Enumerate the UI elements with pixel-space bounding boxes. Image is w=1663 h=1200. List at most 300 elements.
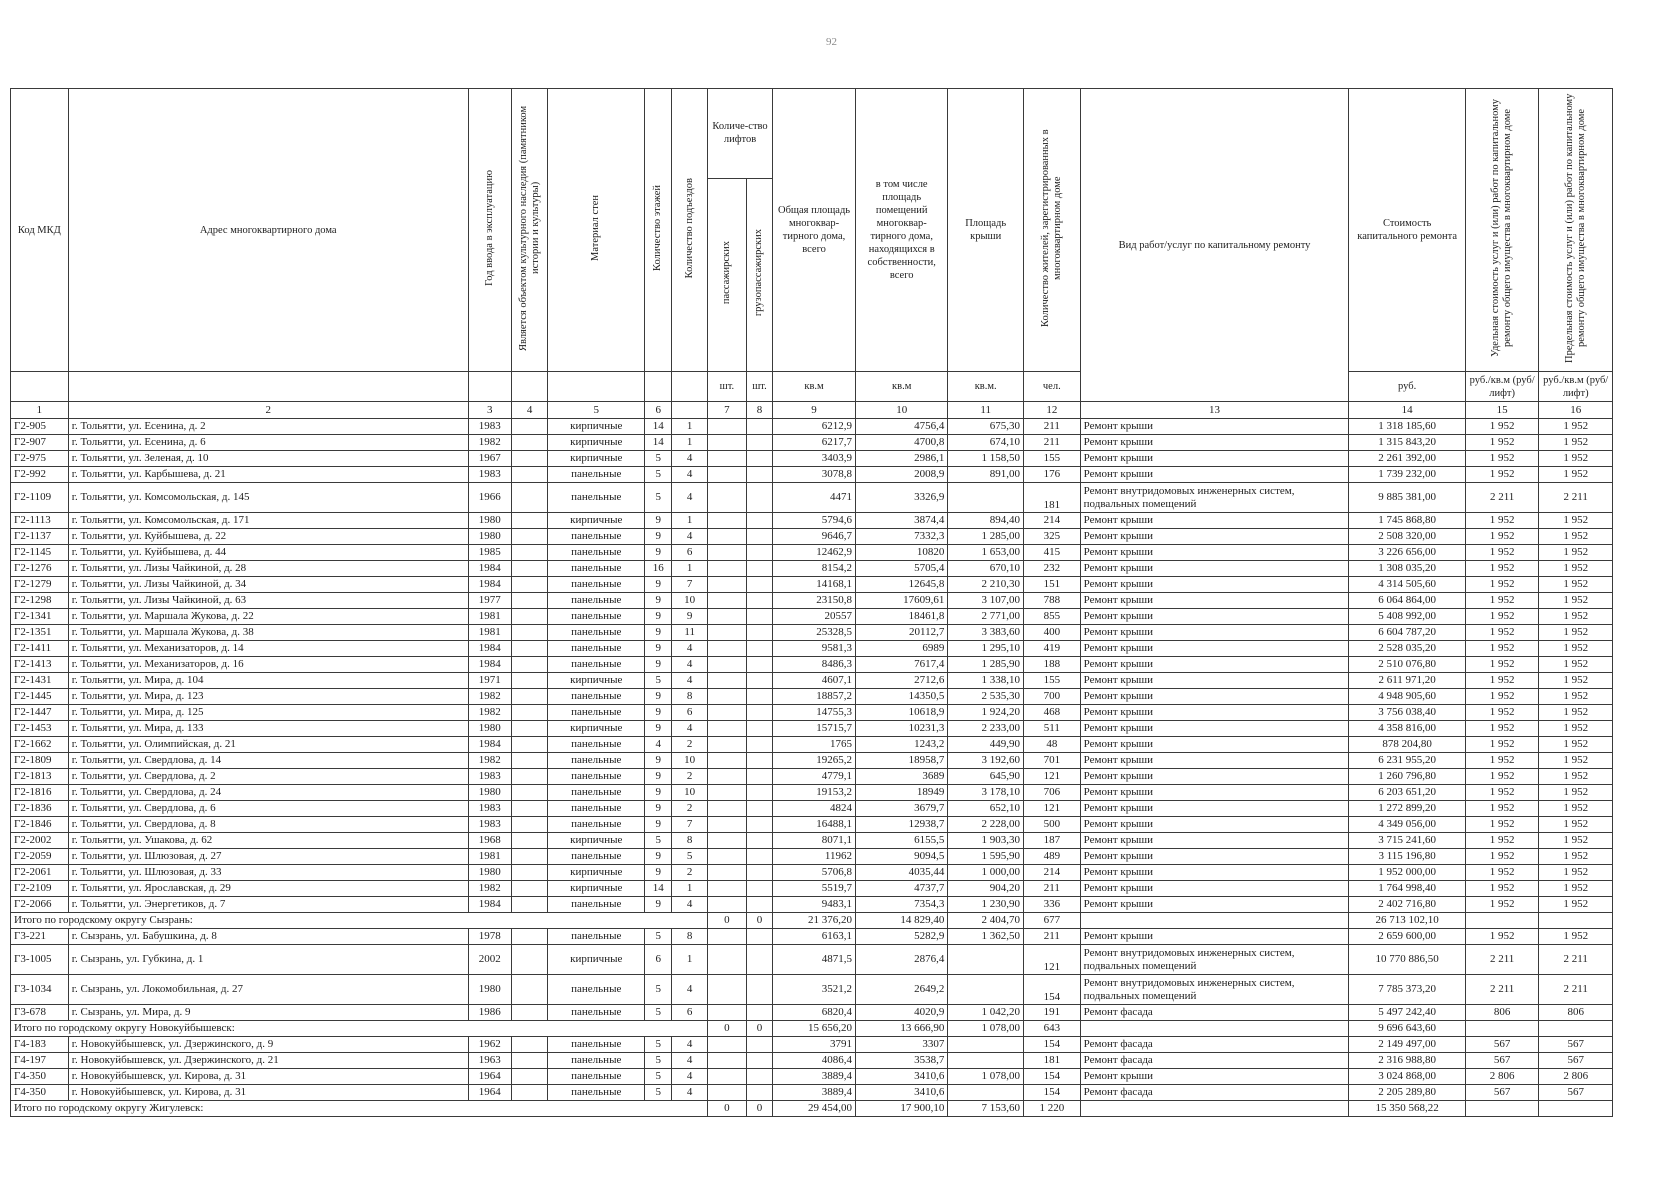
table-row [11, 451, 1613, 467]
cell-cost: 7 785 373,20 [1349, 975, 1466, 1005]
cell-address: г. Тольятти, ул. Есенина, д. 2 [68, 419, 468, 435]
cell-lifts-passenger [708, 721, 747, 737]
cell-work: Ремонт крыши [1080, 849, 1349, 865]
table-cell [1465, 1021, 1538, 1037]
cell-code: Г2-1816 [11, 785, 69, 801]
cell-year: 1982 [468, 753, 511, 769]
cell-floors: 9 [645, 689, 672, 705]
cell-area-total: 8071,1 [773, 833, 856, 849]
cell-address: г. Тольятти, ул. Мира, д. 104 [68, 673, 468, 689]
cell-area-owned: 7617,4 [856, 657, 948, 673]
cell-wall: панельные [548, 483, 645, 513]
header-heritage: Является объектом культурного наследия (памятником истории и культуры) [511, 89, 548, 372]
cell-residents: 151 [1023, 577, 1080, 593]
cell-lifts-cargo [746, 721, 772, 737]
cell-code: Г2-1145 [11, 545, 69, 561]
cell-code: Г2-1453 [11, 721, 69, 737]
table-row [11, 577, 1613, 593]
table-row [11, 483, 1613, 513]
table-row [11, 753, 1613, 769]
cell-area-owned: 4020,9 [856, 1005, 948, 1021]
cell-lifts-passenger [708, 817, 747, 833]
cell-cost: 3 715 241,60 [1349, 833, 1466, 849]
cell-heritage [511, 513, 548, 529]
cell-max-cost: 567 [1539, 1037, 1613, 1053]
cell-work: Ремонт крыши [1080, 833, 1349, 849]
cell-cost: 4 358 816,00 [1349, 721, 1466, 737]
cell-unit-cost: 1 952 [1465, 609, 1538, 625]
cell-code: Г2-1109 [11, 483, 69, 513]
cell-max-cost: 1 952 [1539, 833, 1613, 849]
cell-year: 1964 [468, 1085, 511, 1101]
cell-heritage [511, 609, 548, 625]
cell-floors: 5 [645, 1069, 672, 1085]
cell-unit-cost: 2 211 [1465, 945, 1538, 975]
cell-lifts-cargo [746, 929, 772, 945]
subtotal-lifts-cargo: 0 [746, 913, 772, 929]
column-number: 2 [68, 402, 468, 419]
cell-work: Ремонт крыши [1080, 545, 1349, 561]
cell-lifts-cargo [746, 737, 772, 753]
cell-cost: 2 402 716,80 [1349, 897, 1466, 913]
table-row [11, 467, 1613, 483]
cell-residents: 415 [1023, 545, 1080, 561]
cell-cost: 2 261 392,00 [1349, 451, 1466, 467]
cell-unit-cost: 1 952 [1465, 689, 1538, 705]
cell-area-total: 12462,9 [773, 545, 856, 561]
cell-work: Ремонт крыши [1080, 721, 1349, 737]
cell-area-owned: 2712,6 [856, 673, 948, 689]
cell-year: 1983 [468, 419, 511, 435]
cell-floors: 6 [645, 945, 672, 975]
cell-roof [948, 975, 1024, 1005]
cell-max-cost: 1 952 [1539, 561, 1613, 577]
cell-address: г. Сызрань, ул. Мира, д. 9 [68, 1005, 468, 1021]
cell-code: Г2-1341 [11, 609, 69, 625]
cell-work: Ремонт фасада [1080, 1053, 1349, 1069]
cell-max-cost: 1 952 [1539, 801, 1613, 817]
cell-work: Ремонт фасада [1080, 1005, 1349, 1021]
cell-lifts-cargo [746, 561, 772, 577]
cell-work: Ремонт фасада [1080, 1085, 1349, 1101]
cell-unit-cost: 1 952 [1465, 769, 1538, 785]
cell-unit-cost: 567 [1465, 1037, 1538, 1053]
cell-residents: 188 [1023, 657, 1080, 673]
cell-roof [948, 1037, 1024, 1053]
cell-year: 1985 [468, 545, 511, 561]
cell-year: 1981 [468, 625, 511, 641]
table-header [11, 89, 1613, 402]
cell-code: Г2-2059 [11, 849, 69, 865]
cell-cost: 10 770 886,50 [1349, 945, 1466, 975]
cell-max-cost: 1 952 [1539, 705, 1613, 721]
cell-max-cost: 567 [1539, 1053, 1613, 1069]
cell-wall: панельные [548, 897, 645, 913]
cell-floors: 9 [645, 753, 672, 769]
cell-work: Ремонт крыши [1080, 609, 1349, 625]
cell-lifts-cargo [746, 865, 772, 881]
cell-area-total: 18857,2 [773, 689, 856, 705]
cell-wall: панельные [548, 801, 645, 817]
cell-lifts-cargo [746, 529, 772, 545]
header-code: Код МКД [11, 89, 69, 372]
cell-area-total: 3521,2 [773, 975, 856, 1005]
cell-entrances: 7 [672, 577, 708, 593]
cell-cost: 6 231 955,20 [1349, 753, 1466, 769]
table-cell [1080, 913, 1349, 929]
cell-code: Г2-1445 [11, 689, 69, 705]
cell-lifts-cargo [746, 483, 772, 513]
cell-year: 1983 [468, 801, 511, 817]
subtotal-roof: 1 078,00 [948, 1021, 1024, 1037]
cell-cost: 6 203 651,20 [1349, 785, 1466, 801]
cell-unit-cost: 1 952 [1465, 467, 1538, 483]
cell-roof: 675,30 [948, 419, 1024, 435]
cell-heritage [511, 769, 548, 785]
cell-unit-cost: 1 952 [1465, 545, 1538, 561]
cell-lifts-passenger [708, 625, 747, 641]
cell-wall: панельные [548, 1069, 645, 1085]
cell-area-total: 16488,1 [773, 817, 856, 833]
cell-code: Г2-1411 [11, 641, 69, 657]
cell-wall: панельные [548, 467, 645, 483]
cell-work: Ремонт крыши [1080, 625, 1349, 641]
cell-code: Г2-907 [11, 435, 69, 451]
cell-code: Г2-992 [11, 467, 69, 483]
cell-heritage [511, 833, 548, 849]
cell-heritage [511, 483, 548, 513]
subtotal-area-total: 15 656,20 [773, 1021, 856, 1037]
cell-lifts-cargo [746, 897, 772, 913]
cell-lifts-passenger [708, 435, 747, 451]
cell-unit-cost: 2 806 [1465, 1069, 1538, 1085]
cell-max-cost: 2 211 [1539, 483, 1613, 513]
cell-cost: 4 314 505,60 [1349, 577, 1466, 593]
cell-residents: 701 [1023, 753, 1080, 769]
cell-lifts-cargo [746, 785, 772, 801]
cell-max-cost: 1 952 [1539, 657, 1613, 673]
cell-wall: панельные [548, 817, 645, 833]
cell-cost: 2 528 035,20 [1349, 641, 1466, 657]
cell-heritage [511, 929, 548, 945]
cell-roof: 1 653,00 [948, 545, 1024, 561]
cell-entrances: 1 [672, 945, 708, 975]
table-row [11, 625, 1613, 641]
cell-year: 1980 [468, 975, 511, 1005]
cell-unit-cost: 1 952 [1465, 753, 1538, 769]
cell-work: Ремонт крыши [1080, 419, 1349, 435]
cell-area-total: 3889,4 [773, 1069, 856, 1085]
cell-entrances: 4 [672, 657, 708, 673]
cell-unit-cost: 1 952 [1465, 833, 1538, 849]
cell-heritage [511, 705, 548, 721]
cell-lifts-passenger [708, 577, 747, 593]
table-row [11, 785, 1613, 801]
cell-year: 1981 [468, 609, 511, 625]
column-number: 4 [511, 402, 548, 419]
cell-heritage [511, 1037, 548, 1053]
cell-roof: 3 178,10 [948, 785, 1024, 801]
cell-area-owned: 4737,7 [856, 881, 948, 897]
table-row [11, 593, 1613, 609]
cell-residents: 400 [1023, 625, 1080, 641]
unit-lifts-passenger: шт. [708, 372, 747, 402]
cell-year: 1977 [468, 593, 511, 609]
cell-area-total: 6820,4 [773, 1005, 856, 1021]
header-address: Адрес многоквартирного дома [68, 89, 468, 372]
subtotal-row [11, 1021, 1613, 1037]
cell-area-total: 4607,1 [773, 673, 856, 689]
subtotal-row [11, 913, 1613, 929]
cell-work: Ремонт крыши [1080, 801, 1349, 817]
cell-floors: 9 [645, 513, 672, 529]
cell-address: г. Тольятти, ул. Куйбышева, д. 22 [68, 529, 468, 545]
cell-max-cost: 806 [1539, 1005, 1613, 1021]
subtotal-area-owned: 13 666,90 [856, 1021, 948, 1037]
cell-lifts-passenger [708, 865, 747, 881]
table-row [11, 929, 1613, 945]
cell-year: 1980 [468, 513, 511, 529]
cell-max-cost: 1 952 [1539, 593, 1613, 609]
cell-residents: 706 [1023, 785, 1080, 801]
cell-year: 1984 [468, 641, 511, 657]
cell-wall: панельные [548, 929, 645, 945]
cell-year: 1984 [468, 561, 511, 577]
header-year: Год ввода в эксплуатацию [468, 89, 511, 372]
cell-floors: 9 [645, 609, 672, 625]
subtotal-cost: 15 350 568,22 [1349, 1101, 1466, 1117]
cell-lifts-passenger [708, 657, 747, 673]
cell-lifts-cargo [746, 769, 772, 785]
cell-entrances: 4 [672, 975, 708, 1005]
cell-floors: 5 [645, 1085, 672, 1101]
cell-code: Г3-221 [11, 929, 69, 945]
cell-unit-cost: 1 952 [1465, 513, 1538, 529]
cell-year: 1982 [468, 705, 511, 721]
cell-entrances: 4 [672, 641, 708, 657]
cell-year: 1962 [468, 1037, 511, 1053]
cell-address: г. Тольятти, ул. Маршала Жукова, д. 22 [68, 609, 468, 625]
cell-max-cost: 1 952 [1539, 435, 1613, 451]
subtotal-lifts-cargo: 0 [746, 1101, 772, 1117]
cell-floors: 5 [645, 1037, 672, 1053]
cell-max-cost: 1 952 [1539, 625, 1613, 641]
cell-work: Ремонт крыши [1080, 561, 1349, 577]
table-row [11, 769, 1613, 785]
cell-work: Ремонт крыши [1080, 689, 1349, 705]
cell-year: 1986 [468, 1005, 511, 1021]
cell-lifts-cargo [746, 673, 772, 689]
cell-residents: 336 [1023, 897, 1080, 913]
unit-area-owned: кв.м [856, 372, 948, 402]
cell-max-cost: 1 952 [1539, 577, 1613, 593]
cell-lifts-passenger [708, 785, 747, 801]
cell-work: Ремонт крыши [1080, 753, 1349, 769]
cell-max-cost: 1 952 [1539, 609, 1613, 625]
cell-lifts-passenger [708, 529, 747, 545]
cell-unit-cost: 1 952 [1465, 865, 1538, 881]
cell-work: Ремонт крыши [1080, 929, 1349, 945]
cell-cost: 4 948 905,60 [1349, 689, 1466, 705]
cell-floors: 5 [645, 467, 672, 483]
cell-work: Ремонт крыши [1080, 529, 1349, 545]
cell-max-cost: 1 952 [1539, 641, 1613, 657]
cell-lifts-cargo [746, 435, 772, 451]
cell-lifts-passenger [708, 833, 747, 849]
subtotal-residents: 643 [1023, 1021, 1080, 1037]
cell-residents: 214 [1023, 513, 1080, 529]
cell-address: г. Тольятти, ул. Шлюзовая, д. 27 [68, 849, 468, 865]
cell-residents: 419 [1023, 641, 1080, 657]
cell-cost: 1 315 843,20 [1349, 435, 1466, 451]
cell-residents: 211 [1023, 419, 1080, 435]
cell-wall: панельные [548, 545, 645, 561]
cell-lifts-passenger [708, 1069, 747, 1085]
header-lifts: Количе-ство лифтов [708, 89, 773, 179]
column-numbers [11, 402, 1613, 419]
cell-year: 1984 [468, 577, 511, 593]
cell-work: Ремонт крыши [1080, 657, 1349, 673]
unit-cost: руб. [1349, 372, 1466, 402]
cell-roof: 1 078,00 [948, 1069, 1024, 1085]
cell-entrances: 4 [672, 897, 708, 913]
cell-residents: 500 [1023, 817, 1080, 833]
cell-area-owned: 5282,9 [856, 929, 948, 945]
table-row [11, 721, 1613, 737]
cell-lifts-cargo [746, 609, 772, 625]
cell-floors: 9 [645, 865, 672, 881]
cell-max-cost: 1 952 [1539, 881, 1613, 897]
cell-roof: 894,40 [948, 513, 1024, 529]
cell-area-total: 5794,6 [773, 513, 856, 529]
cell-address: г. Тольятти, ул. Маршала Жукова, д. 38 [68, 625, 468, 641]
cell-address: г. Тольятти, ул. Лизы Чайкиной, д. 34 [68, 577, 468, 593]
header-wall: Материал стен [548, 89, 645, 372]
cell-lifts-cargo [746, 689, 772, 705]
subtotal-label: Итого по городскому округу Новокуйбышевск: [11, 1021, 708, 1037]
cell-address: г. Новокуйбышевск, ул. Дзержинского, д. 9 [68, 1037, 468, 1053]
cell-wall: кирпичные [548, 419, 645, 435]
cell-floors: 9 [645, 705, 672, 721]
cell-max-cost: 2 211 [1539, 945, 1613, 975]
cell-cost: 6 064 864,00 [1349, 593, 1466, 609]
cell-area-total: 14755,3 [773, 705, 856, 721]
cell-area-owned: 1243,2 [856, 737, 948, 753]
subtotal-cost: 26 713 102,10 [1349, 913, 1466, 929]
subtotal-area-total: 29 454,00 [773, 1101, 856, 1117]
cell-entrances: 8 [672, 833, 708, 849]
unit-max-cost: руб./кв.м (руб/лифт) [1539, 372, 1613, 402]
cell-unit-cost: 1 952 [1465, 593, 1538, 609]
cell-floors: 5 [645, 483, 672, 513]
cell-wall: панельные [548, 769, 645, 785]
cell-residents: 232 [1023, 561, 1080, 577]
cell-area-owned: 9094,5 [856, 849, 948, 865]
cell-area-owned: 7354,3 [856, 897, 948, 913]
table-row [11, 975, 1613, 1005]
cell-floors: 9 [645, 625, 672, 641]
column-number: 15 [1465, 402, 1538, 419]
cell-unit-cost: 1 952 [1465, 641, 1538, 657]
cell-work: Ремонт крыши [1080, 467, 1349, 483]
cell-work: Ремонт крыши [1080, 1069, 1349, 1085]
cell-code: Г2-2061 [11, 865, 69, 881]
subtotal-label: Итого по городскому округу Жигулевск: [11, 1101, 708, 1117]
cell-heritage [511, 451, 548, 467]
table-cell [1080, 1101, 1349, 1117]
cell-unit-cost: 1 952 [1465, 577, 1538, 593]
cell-entrances: 2 [672, 769, 708, 785]
cell-unit-cost: 1 952 [1465, 419, 1538, 435]
cell-lifts-cargo [746, 945, 772, 975]
table-cell [1539, 913, 1613, 929]
cell-wall: кирпичные [548, 673, 645, 689]
cell-entrances: 1 [672, 513, 708, 529]
cell-code: Г2-2109 [11, 881, 69, 897]
cell-work: Ремонт крыши [1080, 785, 1349, 801]
header-cost: Стоимость капитального ремонта [1349, 89, 1466, 372]
cell-floors: 5 [645, 1053, 672, 1069]
cell-area-total: 3791 [773, 1037, 856, 1053]
cell-lifts-passenger [708, 1037, 747, 1053]
cell-year: 1982 [468, 435, 511, 451]
cell-work: Ремонт крыши [1080, 673, 1349, 689]
cell-area-owned: 6989 [856, 641, 948, 657]
cell-max-cost: 1 952 [1539, 897, 1613, 913]
cell-entrances: 4 [672, 529, 708, 545]
cell-max-cost: 1 952 [1539, 419, 1613, 435]
cell-max-cost: 1 952 [1539, 929, 1613, 945]
cell-wall: панельные [548, 1037, 645, 1053]
header-work: Вид работ/услуг по капитальному ремонту [1080, 89, 1349, 402]
table-row [11, 1037, 1613, 1053]
cell-roof: 1 158,50 [948, 451, 1024, 467]
cell-area-total: 4086,4 [773, 1053, 856, 1069]
cell-floors: 5 [645, 673, 672, 689]
cell-max-cost: 1 952 [1539, 817, 1613, 833]
cell-cost: 1 745 868,80 [1349, 513, 1466, 529]
cell-heritage [511, 817, 548, 833]
cell-lifts-cargo [746, 545, 772, 561]
cell-area-owned: 18461,8 [856, 609, 948, 625]
cell-year: 1982 [468, 689, 511, 705]
cell-roof: 2 771,00 [948, 609, 1024, 625]
cell-address: г. Тольятти, ул. Олимпийская, д. 21 [68, 737, 468, 753]
cell-work: Ремонт крыши [1080, 737, 1349, 753]
cell-entrances: 2 [672, 865, 708, 881]
cell-area-owned: 3679,7 [856, 801, 948, 817]
cell-area-owned: 3874,4 [856, 513, 948, 529]
cell-address: г. Сызрань, ул. Бабушкина, д. 8 [68, 929, 468, 945]
unit-area-total: кв.м [773, 372, 856, 402]
cell-area-total: 6163,1 [773, 929, 856, 945]
cell-roof: 652,10 [948, 801, 1024, 817]
cell-address: г. Тольятти, ул. Свердлова, д. 14 [68, 753, 468, 769]
cell-residents: 121 [1023, 945, 1080, 975]
cell-area-total: 3889,4 [773, 1085, 856, 1101]
subtotal-roof: 7 153,60 [948, 1101, 1024, 1117]
column-number: 6 [645, 402, 672, 419]
cell-cost: 2 510 076,80 [1349, 657, 1466, 673]
cell-code: Г2-1846 [11, 817, 69, 833]
cell-max-cost: 1 952 [1539, 545, 1613, 561]
cell-entrances: 10 [672, 785, 708, 801]
subtotal-roof: 2 404,70 [948, 913, 1024, 929]
subtotal-cost: 9 696 643,60 [1349, 1021, 1466, 1037]
cell-floors: 9 [645, 545, 672, 561]
cell-year: 1983 [468, 817, 511, 833]
capital-repair-table [10, 88, 1613, 1117]
